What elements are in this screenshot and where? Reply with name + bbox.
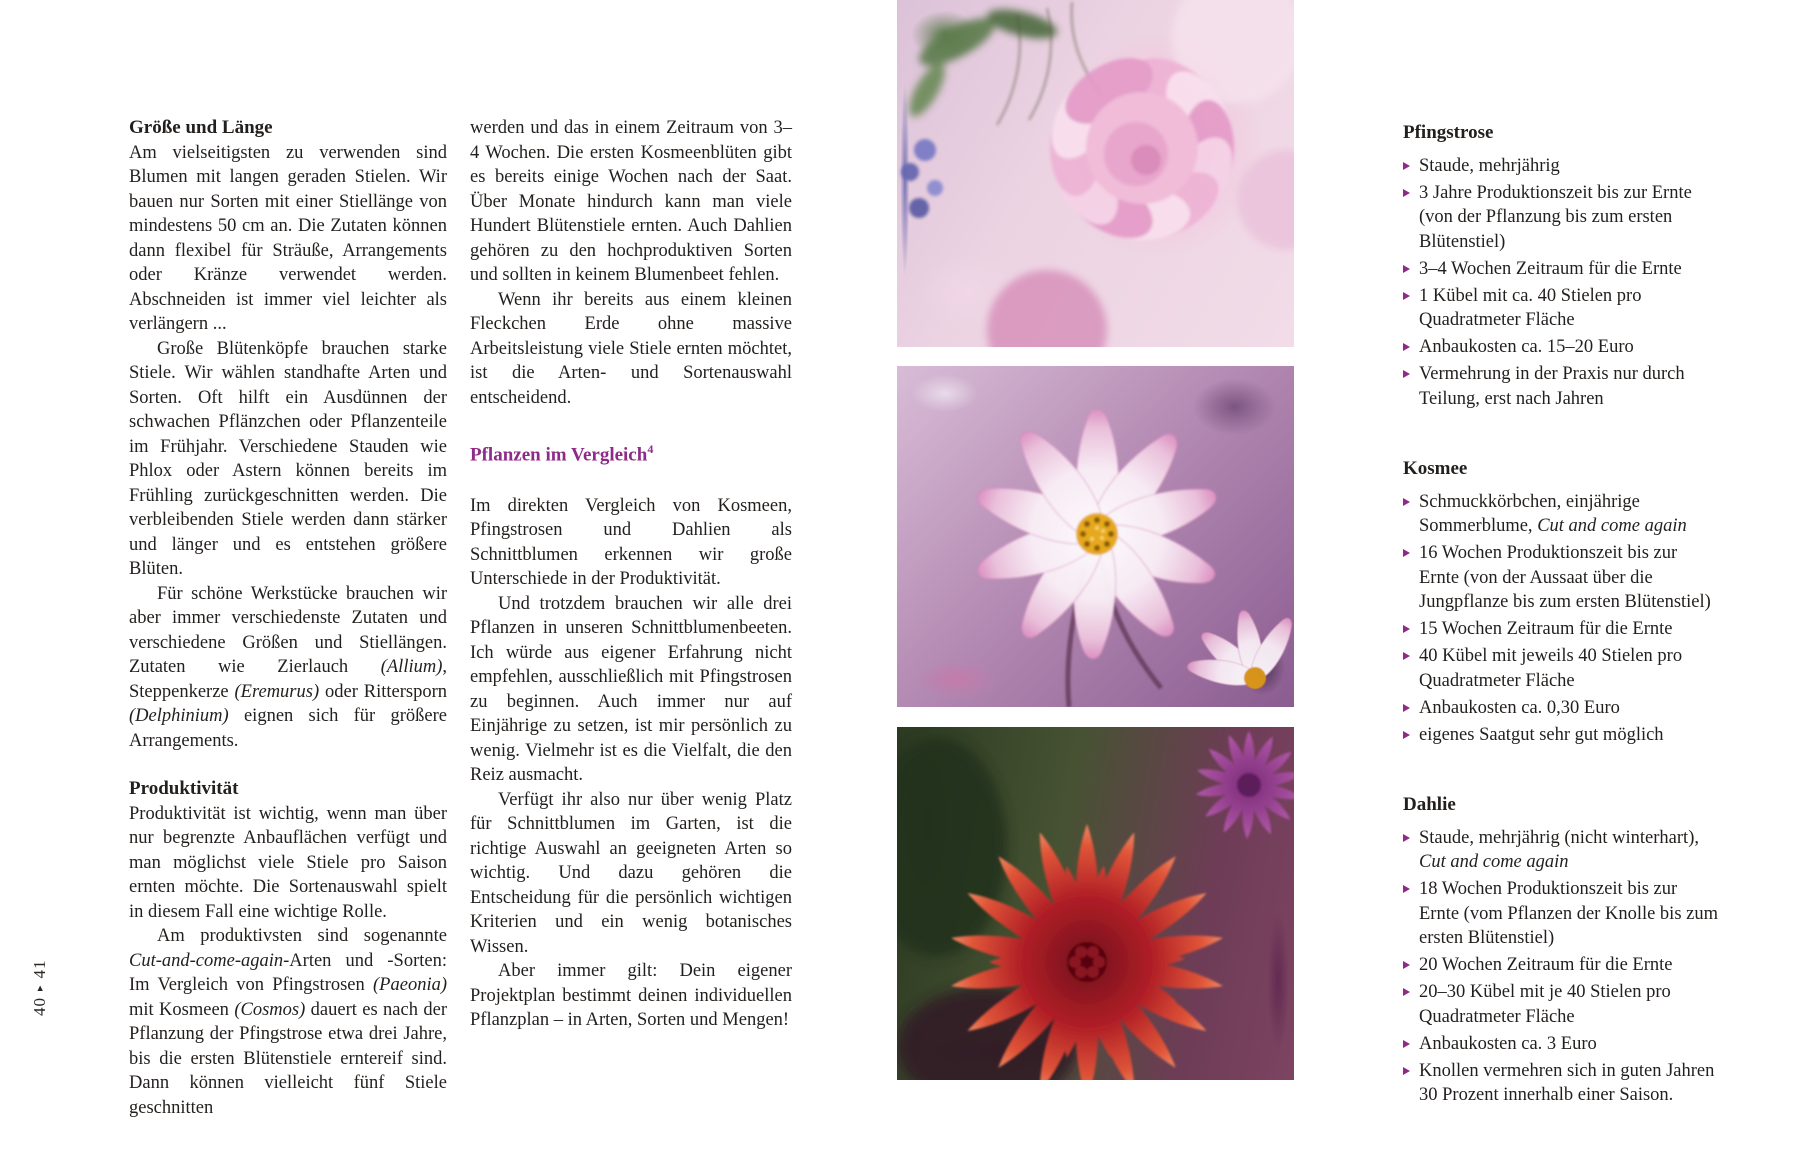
spec-item-text: Anbaukosten ca. 15–20 Euro bbox=[1419, 337, 1634, 357]
spec-list bbox=[1403, 154, 1721, 412]
spec-item-text: Schmuckkörbchen, einjährige Sommerblume, Cut and come again bbox=[1419, 491, 1687, 536]
spec-item bbox=[1403, 980, 1721, 1029]
body-paragraph: werden und das in einem Zeitraum von 3–4 Wochen. Die ersten Kosmeenblüten gibt es bereits einige Wochen nach der Saat. Über Monate hindurch kann man viele Hundert Blütenstiele ernten. Auch Dahlien gehören zu den hochproduktiven Sorten und sollten in keinem Blumenbeet fehlen. bbox=[470, 118, 792, 285]
cosmos-illustration bbox=[897, 366, 1294, 707]
bullet-arrow-icon bbox=[1403, 1067, 1410, 1075]
bullet-arrow-icon bbox=[1403, 549, 1410, 557]
body-paragraph: Wenn ihr bereits aus einem kleinen Fleckchen Erde ohne massive Arbeitsleistung viele Stiele ernten möchtet, ist die Arten- und Sortenauswahl entscheidend. bbox=[470, 289, 792, 408]
spec-item bbox=[1403, 362, 1721, 411]
spec-item bbox=[1403, 877, 1721, 951]
spec-item-text: 20–30 Kübel mit je 40 Stielen pro Quadratmeter Fläche bbox=[1419, 982, 1671, 1027]
spec-item-text: Staude, mehrjährig bbox=[1419, 155, 1560, 176]
body-paragraph: Produktivität ist wichtig, wenn man über nur begrenzte Anbauflächen verfügt und man möglichst viele Stiele pro Saison ernten möchte. Die Sortenauswahl spielt in diesem Fall eine wichtige Rolle. bbox=[129, 803, 447, 922]
center-text-column bbox=[470, 116, 792, 1033]
section-heading-groesse-und-laenge: Größe und Länge bbox=[129, 117, 273, 138]
body-paragraph: Große Blütenköpfe brauchen starke Stiele. Wir wählen standhafte Arten und Sorten. Oft hilft ein Ausdünnen der schwachen Pflänzchen oder Pflanzenteile im Frühjahr. Verschiedene Stauden wie Phlox oder Astern können bereits im Frühling zurückgeschnitten werden. Die verbleibenden Stiele werden dann stärker und länger und es entstehen größere Blüten. bbox=[129, 338, 447, 579]
page-number-right: 41 bbox=[30, 959, 49, 979]
spec-item bbox=[1403, 617, 1721, 642]
body-paragraph: Verfügt ihr also nur über wenig Platz für Schnittblumen im Garten, ist die richtige Auswahl an geeigneten Arten so wichtig. Und dazu gehören die Entscheidung für die persönlich wichtigen Kriterien und ein wenig botanisches Wissen. bbox=[470, 789, 792, 957]
spec-list bbox=[1403, 826, 1721, 1108]
heading-text: Pflanzen im Vergleich bbox=[470, 444, 648, 466]
spec-item bbox=[1403, 826, 1721, 875]
right-spec-column bbox=[1403, 121, 1721, 1154]
bullet-arrow-icon bbox=[1403, 498, 1410, 506]
footnote-reference: 4 bbox=[647, 442, 654, 456]
spec-item-text: 18 Wochen Produktionszeit bis zur Ernte (vom Pflanzen der Knolle bis zum ersten Blütenstiel) bbox=[1419, 879, 1718, 948]
peony-illustration bbox=[897, 0, 1294, 347]
bullet-arrow-icon bbox=[1403, 292, 1410, 300]
spec-item bbox=[1403, 284, 1721, 333]
spec-section-kosmee bbox=[1403, 457, 1721, 747]
spec-item-text: 40 Kübel mit jeweils 40 Stielen pro Quadratmeter Fläche bbox=[1419, 646, 1683, 691]
left-text-column bbox=[129, 116, 447, 1120]
spec-item bbox=[1403, 154, 1721, 179]
bullet-arrow-icon bbox=[1403, 988, 1410, 996]
spec-item-text: eigenes Saatgut sehr gut möglich bbox=[1419, 724, 1664, 745]
spec-item bbox=[1403, 335, 1721, 360]
spec-item-text: 3–4 Wochen Zeitraum für die Ernte bbox=[1419, 258, 1682, 279]
bullet-arrow-icon bbox=[1403, 625, 1410, 633]
spec-list bbox=[1403, 490, 1721, 748]
spec-item-text: 3 Jahre Produktionszeit bis zur Ernte (von der Pflanzung bis zum ersten Blütenstiel) bbox=[1419, 182, 1692, 252]
spec-item bbox=[1403, 644, 1721, 693]
bullet-arrow-icon bbox=[1403, 731, 1410, 739]
peony-bouquet-photo bbox=[897, 0, 1294, 347]
spec-item-text: 1 Kübel mit ca. 40 Stielen pro Quadratmeter Fläche bbox=[1419, 285, 1642, 330]
bullet-arrow-icon bbox=[1403, 652, 1410, 660]
body-paragraph: Aber immer gilt: Dein eigener Projektplan bestimmt deinen individuellen Pflanzplan – in Arten, Sorten und Mengen! bbox=[470, 961, 792, 1031]
bullet-arrow-icon bbox=[1403, 343, 1410, 351]
spec-item-text: Anbaukosten ca. 0,30 Euro bbox=[1419, 697, 1620, 718]
bullet-arrow-icon bbox=[1403, 265, 1410, 273]
bullet-arrow-icon bbox=[1403, 1040, 1410, 1048]
bullet-arrow-icon bbox=[1403, 189, 1410, 197]
spec-heading: Pfingstrose bbox=[1403, 122, 1494, 143]
bullet-arrow-icon bbox=[1403, 162, 1410, 170]
body-paragraph: Für schöne Werkstücke brauchen wir aber immer verschiedenste Zutaten und verschiedene Größen und Stiellängen. Zutaten wie Zierlauch (Allium), Steppenkerze (Eremurus) oder Rittersporn (Delphinium) eignen sich für größere Arrangements. bbox=[129, 583, 447, 751]
body-paragraph: Am vielseitigsten zu verwenden sind Blumen mit langen geraden Stielen. Wir bauen nur Sorten mit einer Stiellänge von mindestens 50 cm an. Die Zutaten können dann flexibel für Sträuße, Arrangements oder Kränze verwendet werden. Abschneiden ist immer viel leichter als verlängern ... bbox=[129, 142, 447, 334]
spec-item bbox=[1403, 1032, 1721, 1057]
page-number bbox=[30, 959, 50, 1016]
spec-section-dahlie bbox=[1403, 793, 1721, 1108]
body-paragraph: Im direkten Vergleich von Kosmeen, Pfingstrosen und Dahlien als Schnittblumen erkennen wir große Unterschiede in der Produktivität. bbox=[470, 495, 792, 590]
spec-item-text: Anbaukosten ca. 3 Euro bbox=[1419, 1033, 1597, 1054]
spec-heading: Dahlie bbox=[1403, 794, 1456, 815]
spec-item-text: Vermehrung in der Praxis nur durch Teilung, erst nach Jahren bbox=[1419, 364, 1685, 409]
spec-item bbox=[1403, 953, 1721, 978]
spec-item-text: Staude, mehrjährig (nicht winterhart), Cut and come again bbox=[1419, 827, 1699, 872]
bullet-arrow-icon bbox=[1403, 370, 1410, 378]
page-number-left: 40 bbox=[30, 997, 49, 1016]
spec-item-text: 15 Wochen Zeitraum für die Ernte bbox=[1419, 619, 1673, 639]
spec-item-text: Knollen vermehren sich in guten Jahren 30 Prozent innerhalb einer Saison. bbox=[1419, 1060, 1715, 1105]
page-number-separator-icon: ▸ bbox=[34, 984, 46, 991]
spec-item-text: 16 Wochen Produktionszeit bis zur Ernte (von der Aussaat über die Jungpflanze bis zum ersten Blütenstiel) bbox=[1419, 543, 1711, 612]
spec-item bbox=[1403, 181, 1721, 255]
spec-section-pfingstrose bbox=[1403, 121, 1721, 411]
red-dahlia-photo bbox=[897, 727, 1294, 1080]
body-paragraph: Am produktivsten sind sogenannte Cut-and-come-again-Arten und -Sorten: Im Vergleich von Pfingstrosen (Paeonia) mit Kosmeen (Cosmos) dauert es nach der Pflanzung der Pfingstrose etwa drei Jahre, bis die ersten Blütenstiele erntereif sind. Dann können vielleicht fünf Stiele geschnitten bbox=[129, 926, 447, 1118]
section-heading-produktivitaet: Produktivität bbox=[129, 778, 239, 799]
dahlia-illustration bbox=[897, 727, 1294, 1080]
bullet-arrow-icon bbox=[1403, 704, 1410, 712]
spec-item-text: 20 Wochen Zeitraum für die Ernte bbox=[1419, 955, 1673, 975]
bullet-arrow-icon bbox=[1403, 961, 1410, 969]
spec-item bbox=[1403, 541, 1721, 615]
body-paragraph: Und trotzdem brauchen wir alle drei Pflanzen in unseren Schnittblumenbeeten. Ich würde aus eigener Erfahrung nicht empfehlen, ausschließlich mit Pfingstrosen zu beginnen. Auch immer nur auf Einjährige zu setzen, ist mir persönlich zu wenig. Vielmehr ist es die Vielfalt, die den Reiz ausmacht. bbox=[470, 593, 792, 786]
spec-item bbox=[1403, 257, 1721, 282]
bullet-arrow-icon bbox=[1403, 834, 1410, 842]
spec-heading: Kosmee bbox=[1403, 458, 1468, 479]
section-heading-pflanzen-im-vergleich bbox=[470, 437, 792, 468]
spec-item bbox=[1403, 723, 1721, 748]
spec-item bbox=[1403, 1059, 1721, 1108]
spec-item bbox=[1403, 490, 1721, 539]
bullet-arrow-icon bbox=[1403, 885, 1410, 893]
spec-item bbox=[1403, 696, 1721, 721]
cosmos-flower-photo bbox=[897, 366, 1294, 707]
